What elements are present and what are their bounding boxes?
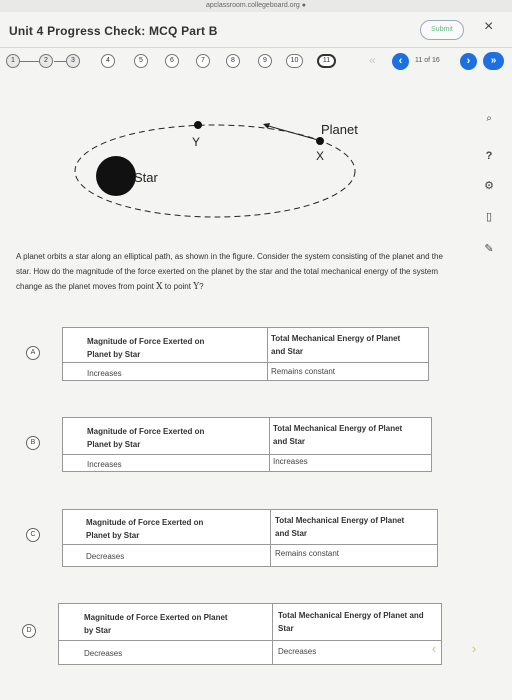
choice-d-energy-value: Decreases	[278, 647, 317, 656]
question-point-x: X	[156, 282, 163, 292]
choice-b-energy-value: Increases	[273, 457, 308, 466]
settings-icon[interactable]: ⚙	[484, 180, 494, 192]
choice-d-energy-header: Total Mechanical Energy of Planet and Star	[278, 611, 424, 633]
question-text-2: to point	[162, 282, 194, 291]
choice-c-radio[interactable]: C	[26, 528, 40, 542]
choice-b-force-header: Magnitude of Force Exerted on Planet by Star	[87, 427, 205, 449]
choice-d-table[interactable]	[58, 603, 442, 665]
browser-url-bar[interactable]	[0, 0, 512, 12]
zoom-icon[interactable]: ⌕	[486, 113, 492, 124]
choice-c-energy-value: Remains constant	[275, 549, 340, 558]
question-nav-1[interactable]: 1	[6, 54, 20, 68]
previous-question-button[interactable]: ‹	[392, 53, 409, 70]
bottom-previous-button[interactable]: ‹	[431, 641, 437, 656]
choice-d-radio[interactable]: D	[22, 624, 36, 638]
bottom-next-button[interactable]: ›	[471, 641, 477, 656]
choice-a-force-header: Magnitude of Force Exerted on Planet by Star	[87, 337, 205, 359]
star-body	[96, 156, 136, 196]
question-nav-7[interactable]: 7	[196, 54, 210, 68]
jump-to-end-button[interactable]: »	[483, 52, 504, 70]
question-nav-11[interactable]: 11	[317, 54, 336, 68]
question-text-3: ?	[199, 282, 204, 291]
choice-a-force-value: Increases	[87, 369, 122, 378]
question-nav-4[interactable]: 4	[101, 54, 115, 68]
question-counter: 11 of 16	[415, 57, 440, 64]
page-header	[0, 12, 512, 48]
choice-c-energy-header: Total Mechanical Energy of Planet and Star	[275, 516, 405, 538]
lock-icon: ●	[301, 2, 306, 9]
point-y-label: Y	[192, 135, 201, 149]
submit-button[interactable]: Submit	[420, 20, 464, 40]
choice-b-table[interactable]	[62, 417, 432, 472]
choice-a-radio[interactable]: A	[26, 346, 40, 360]
question-nav-10[interactable]: 10	[286, 54, 303, 68]
point-y-dot	[194, 121, 202, 129]
question-navigator	[0, 50, 512, 72]
bookmark-icon[interactable]: ▯	[485, 211, 493, 223]
question-point-y: Y	[193, 282, 200, 292]
choice-d-force-header: Magnitude of Force Exerted on Planet by Star	[84, 613, 228, 635]
choice-a-energy-value: Remains constant	[271, 367, 336, 376]
page-title: Unit 4 Progress Check: MCQ Part B	[9, 24, 218, 38]
double-chevron-left-icon[interactable]: «	[369, 53, 376, 67]
question-nav-5[interactable]: 5	[134, 54, 148, 68]
nav-connector	[20, 61, 40, 62]
close-icon[interactable]: ×	[484, 18, 494, 35]
choice-c-force-header: Magnitude of Force Exerted on Planet by Star	[86, 518, 204, 540]
orbit-diagram	[60, 110, 370, 235]
choice-b-radio[interactable]: B	[26, 436, 40, 450]
velocity-arrow	[265, 125, 318, 140]
nav-connector	[54, 61, 66, 62]
question-stem	[16, 249, 446, 295]
point-x-label: X	[316, 149, 325, 163]
next-question-button[interactable]: ›	[460, 53, 477, 70]
choice-d-force-value: Decreases	[84, 649, 123, 658]
question-nav-3[interactable]: 3	[66, 54, 80, 68]
star-label: Star	[134, 170, 158, 185]
planet-dot	[316, 137, 324, 145]
choice-c-force-value: Decreases	[86, 552, 125, 561]
question-nav-6[interactable]: 6	[165, 54, 179, 68]
choice-b-force-value: Increases	[87, 460, 122, 469]
question-text-1: A planet orbits a star along an elliptical path, as shown in the figure. Consider the system consisting of the planet and the star. How do the magnitude of the force exerted on the planet by the star and the total mechanical energy of the system change as the planet moves from point	[16, 252, 443, 291]
choice-b-energy-header: Total Mechanical Energy of Planet and Star	[273, 424, 403, 446]
url-text: apclassroom.collegeboard.org	[206, 2, 300, 9]
choice-c-table[interactable]	[62, 509, 438, 567]
choice-a-table[interactable]	[62, 327, 429, 381]
choice-a-energy-header: Total Mechanical Energy of Planet and Star	[271, 334, 401, 356]
question-nav-8[interactable]: 8	[226, 54, 240, 68]
help-icon[interactable]: ?	[485, 150, 493, 162]
pencil-icon[interactable]: ✎	[484, 243, 494, 255]
planet-label: Planet	[321, 122, 358, 137]
question-nav-9[interactable]: 9	[258, 54, 272, 68]
question-nav-2[interactable]: 2	[39, 54, 53, 68]
